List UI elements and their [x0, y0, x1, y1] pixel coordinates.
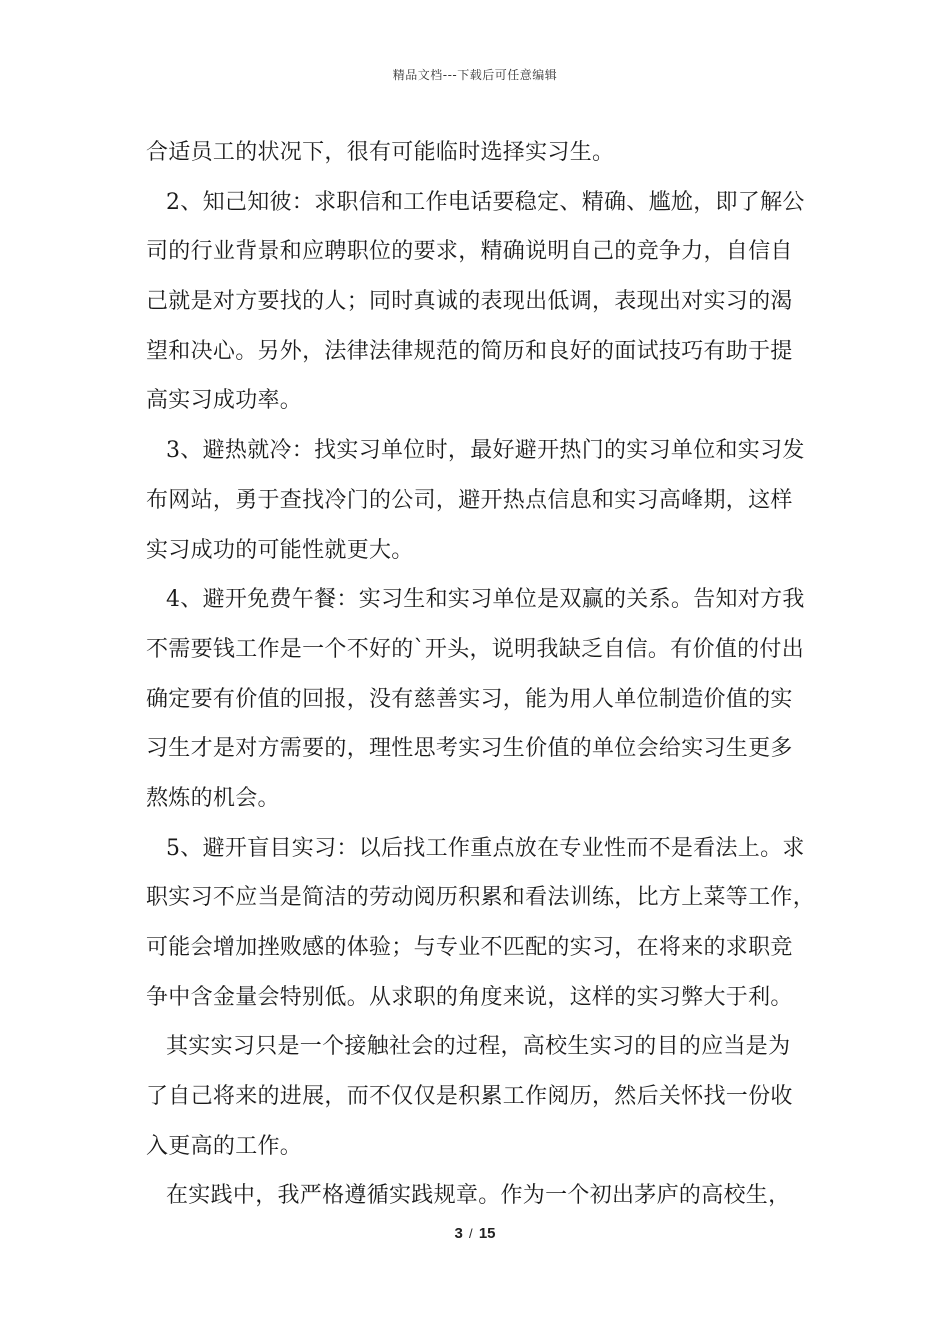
- text-line: 习生才是对方需要的，理性思考实习生价值的单位会给实习生更多: [146, 736, 793, 762]
- text-line: 2、知己知彼：求职信和工作电话要稳定、精确、尴尬，即了解公: [166, 189, 805, 215]
- text-line: 合适员工的状况下，很有可能临时选择实习生。: [146, 140, 615, 165]
- current-page-number: 3: [454, 1225, 463, 1242]
- text-line: 布网站，勇于查找冷门的公司，避开热点信息和实习高峰期，这样: [146, 487, 793, 513]
- page-number-separator: /: [469, 1226, 473, 1241]
- text-line: 3、避热就冷：找实习单位时，最好避开热门的实习单位和实习发: [166, 438, 805, 464]
- text-line: 在实践中，我严格遵循实践规章。作为一个初出茅庐的高校生，: [166, 1183, 791, 1209]
- text-line: 不需要钱工作是一个不好的`开头，说明我缺乏自信。有价值的付出: [146, 636, 805, 662]
- page-number: [0, 1225, 950, 1242]
- text-line: 了自己将来的进展，而不仅仅是积累工作阅历，然后关怀找一份收: [146, 1084, 793, 1110]
- text-line: 司的行业背景和应聘职位的要求，精确说明自己的竞争力，自信自: [146, 239, 793, 265]
- text-line: 实习成功的可能性就更大。: [146, 537, 414, 563]
- text-line: 熬炼的机会。: [146, 785, 280, 811]
- text-line: 争中含金量会特别低。从求职的角度来说，这样的实习弊大于利。: [146, 984, 793, 1010]
- text-line: 望和决心。另外，法律法律规范的简历和良好的面试技巧有助于提: [146, 338, 793, 364]
- text-line: 4、避开免费午餐：实习生和实习单位是双赢的关系。告知对方我: [166, 587, 805, 613]
- text-line: 可能会增加挫败感的体验；与专业不匹配的实习，在将来的求职竞: [146, 935, 793, 960]
- body-text: [146, 128, 826, 1221]
- page-header: 精品文档---下载后可任意编辑: [392, 68, 558, 82]
- text-line: 高实习成功率。: [146, 388, 303, 414]
- text-line: 确定要有价值的回报，没有慈善实习，能为用人单位制造价值的实: [146, 686, 793, 712]
- text-line: 入更高的工作。: [146, 1133, 303, 1159]
- text-line: 其实实习只是一个接触社会的过程，高校生实习的目的应当是为: [166, 1034, 791, 1060]
- text-line: 己就是对方要找的人；同时真诚的表现出低调，表现出对实习的渴: [146, 289, 793, 315]
- text-line: 职实习不应当是简洁的劳动阅历积累和看法训练，比方上菜等工作，: [146, 885, 816, 911]
- total-page-count: 15: [478, 1225, 496, 1242]
- text-line: 5、避开盲目实习：以后找工作重点放在专业性而不是看法上。求: [166, 835, 805, 861]
